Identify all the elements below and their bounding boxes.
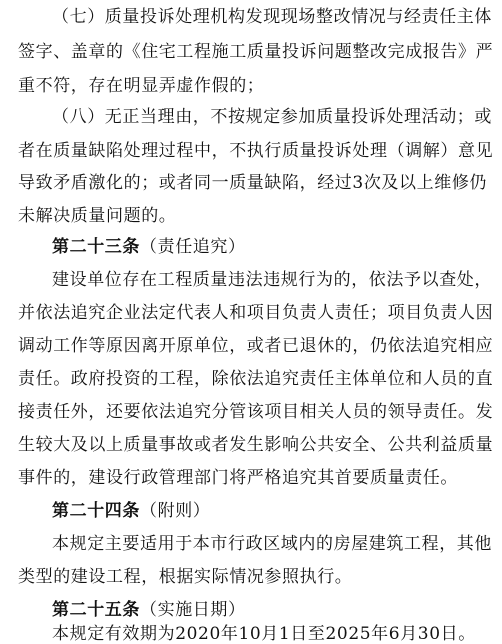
paragraph-line: （八）无正当理由，不按规定参加质量投诉处理活动；或 xyxy=(52,107,492,127)
paragraph-line: 调动工作等原因离开原单位，或者已退休的，仍依法追究相应 xyxy=(18,336,494,356)
paragraph-line: 建设单位存在工程质量违法违规行为的，依法予以查处， xyxy=(52,270,492,290)
article-subtitle: （实施日期） xyxy=(140,600,246,620)
article-subtitle: （责任追究） xyxy=(140,237,246,257)
paragraph-line: 并依法追究企业法定代表人和项目负责人责任；项目负责人因 xyxy=(18,303,494,323)
paragraph-line: 导致矛盾激化的；或者同一质量缺陷，经过3次及以上维修仍 xyxy=(18,173,488,193)
paragraph-line: 者在质量缺陷处理过程中，不执行质量投诉处理（调解）意见 xyxy=(18,141,494,161)
paragraph-line: 重不符，存在明显弄虚作假的； xyxy=(18,76,265,96)
paragraph-line: 接责任外，还要依法追究分管该项目相关人员的领导责任。发 xyxy=(18,402,494,422)
paragraph-line: 本规定有效期为2020年10月1日至2025年6月30日。 xyxy=(52,624,476,644)
article-23-heading xyxy=(52,237,246,257)
paragraph-line: 未解决质量问题的。 xyxy=(18,206,177,226)
paragraph-line: 类型的建设工程，根据实际情况参照执行。 xyxy=(18,567,353,587)
paragraph-line: 本规定主要适用于本市行政区域内的房屋建筑工程，其他 xyxy=(52,534,492,554)
article-subtitle: （附则） xyxy=(140,501,211,521)
article-title: 第二十三条 xyxy=(52,237,140,257)
article-title: 第二十四条 xyxy=(52,501,140,521)
paragraph-line: 生较大及以上质量事故或者发生影响公共安全、公共利益质量 xyxy=(18,435,494,455)
paragraph-line: 事件的，建设行政管理部门将严格追究其首要质量责任。 xyxy=(18,468,458,488)
article-title: 第二十五条 xyxy=(52,600,140,620)
paragraph-line: 签字、盖章的《住宅工程施工质量投诉问题整改完成报告》严 xyxy=(18,42,494,62)
paragraph-line: （七）质量投诉处理机构发现现场整改情况与经责任主体 xyxy=(52,7,492,27)
article-25-heading xyxy=(52,600,246,620)
article-24-heading xyxy=(52,501,210,521)
paragraph-line: 责任。政府投资的工程，除依法追究责任主体单位和人员的直 xyxy=(18,369,494,389)
